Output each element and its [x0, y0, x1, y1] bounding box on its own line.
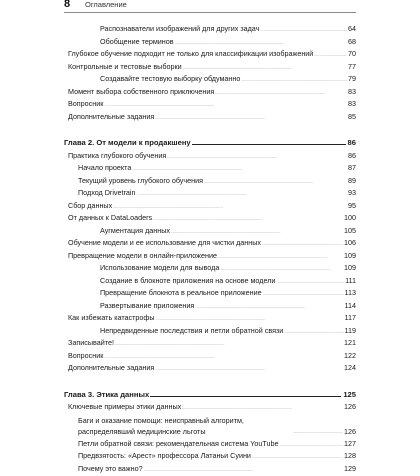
toc-entry-page-number: 68 [347, 36, 356, 49]
toc-entry[interactable] [64, 362, 356, 375]
dot-leader [204, 175, 347, 189]
toc-entry-title: Подход Drivetrain [78, 187, 137, 200]
toc-entry-page-number: 105 [343, 225, 356, 238]
toc-entry-page-number: 95 [347, 200, 356, 213]
dot-leader [171, 225, 343, 239]
running-header [64, 0, 356, 13]
chapter-rule [150, 396, 341, 397]
toc-entry-page-number: 89 [347, 175, 356, 188]
dot-leader [155, 111, 347, 125]
dot-leader [144, 463, 343, 476]
toc-entry-page-number: 119 [344, 325, 356, 338]
toc-entry[interactable] [64, 36, 356, 49]
toc-entry[interactable] [64, 337, 356, 350]
toc-entry-title: Обобщение терминов [100, 36, 175, 49]
toc-entry[interactable] [64, 275, 356, 288]
toc-entry-page-number: 127 [343, 438, 356, 451]
toc-entry[interactable] [64, 61, 356, 74]
chapter-page-number: 86 [346, 137, 356, 150]
toc-entry-title: Глубокое обучение подходит не только для классификации изображений [68, 48, 314, 61]
dot-leader [252, 450, 343, 464]
toc-entry-page-number: 79 [347, 73, 356, 86]
toc-entry[interactable] [64, 111, 356, 124]
toc-entry[interactable] [64, 200, 356, 213]
toc-entry[interactable] [64, 325, 356, 338]
toc-entry-title: Практика глубокого обучения [68, 150, 167, 163]
chapter-page-number: 125 [341, 389, 356, 402]
toc-entry-page-number: 124 [343, 362, 356, 375]
section-gap [64, 375, 356, 389]
dot-leader [153, 212, 343, 226]
dot-leader [183, 61, 347, 75]
toc-entry-page-number: 100 [343, 212, 356, 225]
toc-entry-title: Вопросник [68, 98, 104, 111]
toc-entry-page-number: 122 [343, 350, 356, 363]
toc-entry-title: От данных к DataLoaders [68, 212, 153, 225]
toc-entry-title: Начало проекта [78, 162, 132, 175]
toc-entry-title: Превращение блокнота в реальное приложение [100, 287, 263, 300]
chapter-heading[interactable] [64, 389, 356, 402]
dot-leader [132, 162, 347, 176]
dot-leader [263, 287, 344, 301]
dot-leader [195, 300, 343, 314]
toc-entry-page-number: 93 [347, 187, 356, 200]
toc-entry-title: Ключевые примеры этики данных [68, 401, 182, 414]
toc-entry-title: Создавайте тестовую выборку обдуманно [100, 73, 241, 86]
dot-leader [260, 23, 347, 37]
section-gap [64, 123, 356, 137]
dot-leader [156, 312, 344, 326]
toc-entry-page-number: 129 [343, 463, 356, 476]
toc-entry[interactable] [64, 162, 356, 175]
toc-entry-page-number: 117 [344, 312, 356, 325]
toc-entry-title: Обучение модели и ее использование для чистки данных [68, 237, 262, 250]
toc-entry[interactable] [64, 86, 356, 99]
dot-leader [241, 73, 347, 87]
toc-entry-title: Текущий уровень глубокого обучения [78, 175, 204, 188]
toc-entry-title: Развертывание приложения [100, 300, 195, 313]
toc-entry[interactable] [64, 401, 356, 414]
toc-entry-page-number: 106 [343, 237, 356, 250]
page-number: 8 [64, 0, 70, 10]
toc-entry-title: Превращение модели в онлайн-приложение [68, 250, 218, 263]
toc-entry-title: Создание в блокноте приложения на основе модели [100, 275, 276, 288]
toc-entry-page-number: 126 [343, 401, 356, 414]
toc-entry-page-number: 126 [343, 426, 356, 438]
dot-leader [262, 237, 343, 251]
toc-entry-title: Аугментация данных [100, 225, 171, 238]
toc-entry-page-number: 113 [344, 287, 356, 300]
toc-entry[interactable] [64, 287, 356, 300]
toc-entry-title: Как избежать катастрофы [68, 312, 156, 325]
dot-leader [314, 48, 347, 62]
toc-entry[interactable] [64, 250, 356, 263]
toc-entry[interactable] [64, 187, 356, 200]
toc-entry[interactable] [64, 450, 356, 463]
table-of-contents [64, 23, 356, 475]
chapter-heading[interactable] [64, 137, 356, 150]
dot-leader [104, 350, 343, 364]
toc-entry-page-number: 121 [343, 337, 356, 350]
toc-entry[interactable] [64, 23, 356, 36]
toc-entry-page-number: 128 [343, 450, 356, 463]
dot-leader [284, 325, 343, 339]
toc-entry[interactable] [64, 262, 356, 275]
toc-entry-page-number: 109 [343, 250, 356, 263]
toc-entry[interactable] [64, 73, 356, 86]
dot-leader [113, 200, 347, 214]
toc-entry-page-number: 83 [347, 98, 356, 111]
toc-entry-page-number: 114 [344, 300, 356, 313]
toc-entry-title: Предвзятость: «Арест» профессора Латаньи Суини [78, 450, 252, 463]
chapter-title: Глава 3. Этика данных [64, 389, 150, 402]
dot-leader [167, 150, 347, 164]
toc-entry-title: Непредвиденные последствия и петли обратной связи [100, 325, 284, 338]
dot-leader [182, 401, 343, 415]
toc-entry[interactable] [64, 175, 356, 188]
toc-entry-page-number: 109 [343, 262, 356, 275]
toc-entry[interactable] [64, 48, 356, 61]
toc-entry-title: Использование модели для вывода [100, 262, 220, 275]
toc-entry-title: Баги и оказание помощи: неисправный алгоритм, распределявший медицинские льготы [78, 415, 293, 438]
toc-entry-page-number: 86 [347, 150, 356, 163]
toc-entry-title: Момент выбора собственного приключения [68, 86, 215, 99]
dot-leader [276, 275, 344, 289]
dot-leader [218, 250, 343, 264]
toc-entry[interactable] [64, 414, 356, 438]
toc-entry-page-number: 87 [347, 162, 356, 175]
toc-entry-title: Почему это важно? [78, 463, 144, 476]
toc-entry[interactable] [64, 98, 356, 111]
toc-entry-title: Вопросник [68, 350, 104, 363]
toc-entry-title: Дополнительные задания [68, 362, 155, 375]
toc-entry[interactable] [64, 212, 356, 225]
toc-entry-page-number: 83 [347, 86, 356, 99]
toc-entry[interactable] [64, 438, 356, 451]
toc-entry[interactable] [64, 350, 356, 363]
chapter-title: Глава 2. От модели к продакшену [64, 137, 192, 150]
toc-entry-page-number: 77 [347, 61, 356, 74]
chapter-rule [192, 144, 346, 145]
toc-entry-page-number: 85 [347, 111, 356, 124]
toc-entry-title: Дополнительные задания [68, 111, 155, 124]
dot-leader [280, 438, 343, 452]
dot-leader [155, 362, 343, 376]
running-title: Оглавление [85, 0, 127, 9]
dot-leader [175, 36, 347, 50]
toc-entry-page-number: 64 [347, 23, 356, 36]
toc-entry[interactable] [64, 300, 356, 313]
toc-entry-page-number: 111 [344, 275, 356, 288]
dot-leader [115, 337, 343, 351]
dot-leader [220, 262, 343, 276]
toc-entry-title: Петли обратной связи: рекомендательная система YouTube [78, 438, 280, 451]
dot-leader [104, 98, 347, 112]
toc-entry[interactable] [64, 312, 356, 325]
toc-entry[interactable] [64, 225, 356, 238]
toc-entry-title: Сбор данных [68, 200, 113, 213]
toc-entry[interactable] [64, 463, 356, 476]
toc-entry-title: Записывайте! [68, 337, 115, 350]
dot-leader [215, 86, 347, 100]
toc-entry[interactable] [64, 237, 356, 250]
dot-leader [137, 187, 348, 201]
toc-entry-title: Контрольные и тестовые выборки [68, 61, 183, 74]
toc-entry[interactable] [64, 150, 356, 163]
toc-entry-title: Распознаватели изображений для других задач [100, 23, 260, 36]
toc-entry-page-number: 70 [347, 48, 356, 61]
dot-leader [293, 425, 343, 438]
